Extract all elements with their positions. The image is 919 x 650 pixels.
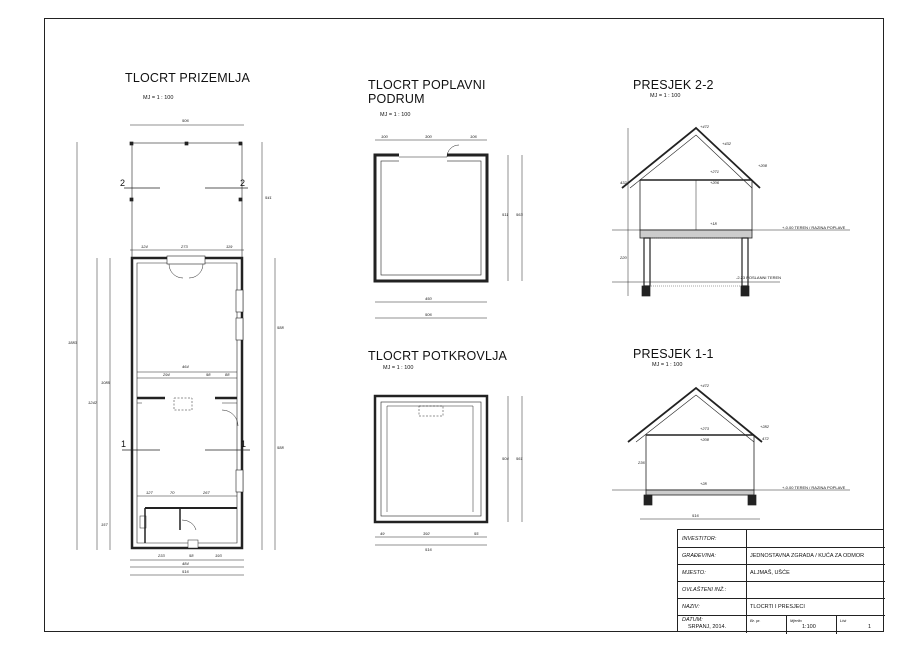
dim-gf-right-top: 541	[265, 195, 272, 200]
title-block	[677, 529, 884, 632]
s22-ridge: +472	[700, 124, 710, 129]
dim-at-bottom-outer: 516	[425, 547, 432, 552]
section-22-scale: MJ = 1 : 100	[650, 93, 681, 99]
s22-l5: +18	[710, 221, 717, 226]
section-mark-2-left: 2	[120, 178, 126, 188]
title-row-inzenjer	[678, 581, 885, 598]
title-label-gradevina: GRAĐEVINA:	[682, 553, 716, 559]
s22-l4: +208	[758, 163, 768, 168]
s22-height-upper: 432	[620, 180, 627, 185]
dim-at-bottom-a: 49	[380, 531, 385, 536]
dim-bs-top-b: 300	[425, 134, 432, 139]
title-value-list: 1	[868, 624, 872, 630]
s22-l2: +271	[710, 169, 720, 174]
dim-bs-bottom-outer: 506	[425, 312, 432, 317]
title-value-gradevina: JEDNOSTAVNA ZGRADA / KUĆA ZA ODMOR	[750, 553, 865, 559]
dim-gf-left-bottom: 157	[101, 522, 108, 527]
dim-gf-room-c: 88	[225, 372, 230, 377]
dim-gf-bottom-outer: 516	[182, 569, 189, 574]
dim-bs-top-a: 100	[381, 134, 388, 139]
dim-gf-lower-b: 70	[170, 490, 175, 495]
section-mark-1-left: 1	[121, 439, 127, 449]
title-row-naziv	[678, 598, 885, 615]
s11-width: 516	[692, 513, 699, 518]
s11-l3: +208	[700, 437, 710, 442]
dim-gf-porch-mid: 273	[181, 244, 188, 249]
dim-gf-room-a: 294	[163, 372, 170, 377]
ground-floor-scale: MJ = 1 : 100	[143, 95, 174, 101]
section-11-title: PRESJEK 1-1	[633, 347, 714, 361]
s22-ground: -2.23 POSLANNI TEREN	[736, 275, 782, 280]
s11-l2: +273	[700, 426, 710, 431]
s22-height-lower: 220	[620, 255, 627, 260]
s11-flood: +-0.00 TEREN / RAZINA POPLAVE	[782, 485, 846, 490]
ground-floor-plan	[77, 125, 275, 575]
basement-title-line2: PODRUM	[368, 92, 425, 106]
dim-gf-left-sub: 1085	[101, 380, 110, 385]
title-row-datum	[678, 615, 885, 633]
dim-at-bottom-b: 392	[423, 531, 430, 536]
title-label-broj: Br. pr.	[750, 618, 761, 623]
basement-scale: MJ = 1 : 100	[380, 112, 411, 118]
s11-height-lower: 236	[638, 460, 645, 465]
s22-flood: +-0.00 TEREN / RAZINA POPLAVE	[782, 225, 846, 230]
title-row-mjesto	[678, 564, 885, 581]
dim-gf-right-b: 588	[277, 325, 284, 330]
title-label-naziv: NAZIV:	[682, 604, 700, 610]
title-label-mjesto: MJESTO:	[682, 570, 706, 576]
dim-bs-right-outer: 563	[516, 212, 523, 217]
section-22-title: PRESJEK 2-2	[633, 78, 714, 92]
section-mark-1-right: 1	[241, 439, 247, 449]
dim-gf-right-h: 588	[277, 445, 284, 450]
s11-ridge: +472	[700, 383, 710, 388]
section-11-drawing	[612, 388, 850, 519]
dim-bs-top-c: 106	[470, 134, 477, 139]
dim-bs-bottom-inner: 450	[425, 296, 432, 301]
dim-gf-top-width: 506	[182, 118, 189, 123]
dim-gf-left-total: 1883	[68, 340, 77, 345]
title-divider-2	[836, 616, 837, 634]
s11-l4: +28	[700, 481, 707, 486]
s22-l3: +206	[710, 180, 720, 185]
s11-height-upper: 472	[762, 436, 769, 441]
title-label-investitor: INVESTITOR:	[682, 536, 717, 542]
title-value-mjesto: ALJMAŠ, UŠĆE	[750, 570, 790, 576]
title-label-datum: DATUM:	[682, 617, 703, 623]
ground-floor-title: TLOCRT PRIZEMLJA	[125, 71, 250, 85]
s11-l1: +282	[760, 424, 770, 429]
basement-title-line1: TLOCRT POPLAVNI	[368, 78, 486, 92]
dim-gf-bottom-inner: 484	[182, 561, 189, 566]
dim-at-right-outer: 561	[516, 456, 523, 461]
dim-gf-porch-left: 124	[141, 244, 148, 249]
dim-gf-bottom-b: 58	[189, 553, 194, 558]
title-value-naziv: TLOCRTI I PRESJECI	[750, 604, 805, 610]
title-value-datum: SRPANJ, 2014.	[688, 624, 727, 630]
title-label-inzenjer: OVLAŠTENI INŽ.:	[682, 587, 727, 593]
s22-l1: +432	[722, 141, 732, 146]
attic-title: TLOCRT POTKROVLJA	[368, 349, 508, 363]
dim-gf-lower-c: 267	[203, 490, 210, 495]
title-divider-1	[786, 616, 787, 634]
title-label-list: List	[840, 618, 847, 623]
dim-gf-porch-right: 119	[226, 244, 233, 249]
attic-scale: MJ = 1 : 100	[383, 365, 414, 371]
title-label-mjerilo: Mjerilo	[790, 618, 802, 623]
dim-gf-left-mid: 1242	[88, 400, 97, 405]
dim-gf-bottom-a: 233	[158, 553, 165, 558]
title-value-mjerilo: 1:100	[802, 624, 816, 630]
dim-at-right-inner: 504	[502, 456, 509, 461]
basement-plan	[375, 140, 522, 318]
dim-gf-lower-a: 127	[146, 490, 153, 495]
dim-at-bottom-c: 55	[474, 531, 479, 536]
dim-gf-room-width: 464	[182, 364, 189, 369]
title-row-gradevina	[678, 547, 885, 564]
section-11-scale: MJ = 1 : 100	[652, 362, 683, 368]
attic-plan	[375, 396, 522, 545]
dim-gf-room-b: 98	[206, 372, 211, 377]
section-22-drawing	[612, 128, 850, 296]
dim-gf-bottom-c: 193	[215, 553, 222, 558]
dim-bs-right-inner: 511	[502, 212, 509, 217]
section-mark-2-right: 2	[240, 178, 246, 188]
title-row-investitor	[678, 530, 885, 547]
